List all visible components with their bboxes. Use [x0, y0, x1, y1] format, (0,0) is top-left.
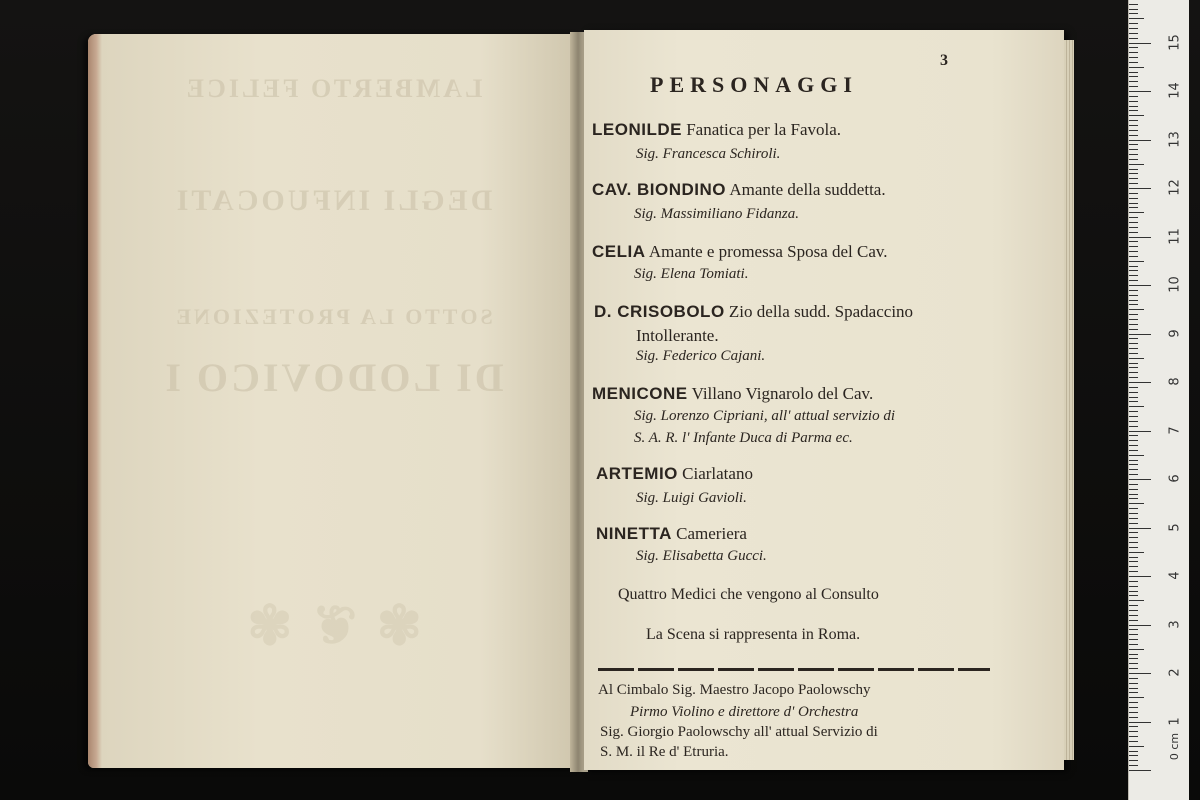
character-entry	[594, 302, 913, 322]
ruler-tick	[1129, 91, 1151, 92]
ruler-tick	[1129, 416, 1138, 417]
character-name: ARTEMIO	[596, 464, 678, 483]
ruler-tick	[1129, 634, 1138, 635]
character-role-continued: Intollerante.	[636, 326, 719, 345]
ruler-tick	[1129, 649, 1144, 650]
ruler-tick	[1129, 658, 1138, 659]
ruler-tick	[1129, 615, 1138, 616]
left-page-edge	[88, 34, 102, 768]
ruler-tick	[1129, 314, 1138, 315]
ruler-tick	[1129, 9, 1138, 10]
ruler-tick	[1129, 523, 1138, 524]
ruler-tick	[1129, 377, 1138, 378]
ruler-tick	[1129, 663, 1138, 664]
ruler-tick	[1129, 353, 1138, 354]
ruler-unit-label: 0 cm	[1168, 732, 1182, 761]
ruler-tick	[1129, 741, 1138, 742]
character-entry	[592, 384, 873, 404]
ruler-tick	[1129, 722, 1151, 723]
ruler-tick	[1129, 484, 1138, 485]
ruler-tick	[1129, 731, 1138, 732]
ruler-tick	[1129, 52, 1138, 53]
ruler-number: 5	[1167, 522, 1183, 532]
ruler-tick	[1129, 72, 1138, 73]
ruler-tick	[1129, 343, 1138, 344]
ruler-tick	[1129, 198, 1138, 199]
ruler-tick	[1129, 625, 1151, 626]
ruler-number: 14	[1167, 82, 1183, 99]
ruler-tick	[1129, 455, 1144, 456]
character-entry	[592, 120, 841, 140]
ruler-tick	[1129, 557, 1138, 558]
ruler-tick	[1129, 266, 1138, 267]
ruler-tick	[1129, 460, 1138, 461]
ruler-tick	[1129, 76, 1138, 77]
ruler-tick	[1129, 469, 1138, 470]
ruler-number: 1	[1167, 716, 1183, 726]
ruler-tick	[1129, 149, 1138, 150]
ruler-tick	[1129, 246, 1138, 247]
ruler-tick	[1129, 178, 1138, 179]
actor-name: Sig. Lorenzo Cipriani, all' attual servizio di	[634, 408, 896, 424]
character-role: Amante e promessa Sposa del Cav.	[648, 242, 888, 261]
actor-name: Sig. Luigi Gavioli.	[636, 490, 747, 506]
show-through-ornament: ✾ ❦ ✾	[244, 596, 422, 656]
ruler-number: 4	[1167, 571, 1183, 580]
ruler-tick	[1129, 285, 1151, 286]
ruler-tick	[1129, 673, 1151, 674]
ruler-tick	[1129, 270, 1138, 271]
ruler-tick	[1129, 33, 1138, 34]
ruler-tick	[1129, 498, 1138, 499]
ruler-tick	[1129, 62, 1138, 63]
ruler-tick	[1129, 173, 1138, 174]
ruler-tick	[1129, 18, 1144, 19]
ruler-tick	[1129, 668, 1138, 669]
ruler-number: 6	[1167, 474, 1183, 483]
ruler-tick	[1129, 678, 1138, 679]
right-page-recto	[584, 30, 1064, 770]
ruler-tick	[1129, 751, 1138, 752]
ruler-tick	[1129, 67, 1144, 68]
ruler-tick	[1129, 707, 1138, 708]
ruler-tick	[1129, 406, 1144, 407]
ruler-tick	[1129, 140, 1151, 141]
ruler-tick	[1129, 755, 1138, 756]
ruler-tick	[1129, 256, 1138, 257]
decorative-rule	[598, 668, 990, 671]
ruler-tick	[1129, 367, 1138, 368]
ruler-tick	[1129, 338, 1138, 339]
ruler-tick	[1129, 537, 1138, 538]
ruler-tick	[1129, 382, 1151, 383]
credit-line: S. M. il Re d' Etruria.	[600, 744, 729, 760]
ruler-tick	[1129, 96, 1138, 97]
ruler-tick	[1129, 38, 1138, 39]
character-role: Villano Vignarolo del Cav.	[691, 384, 874, 403]
ruler-tick	[1129, 494, 1138, 495]
ruler-tick	[1129, 697, 1144, 698]
ruler-tick	[1129, 57, 1138, 58]
ruler-tick	[1129, 300, 1138, 301]
character-role: Fanatica per la Favola.	[686, 120, 842, 139]
ruler-tick	[1129, 387, 1138, 388]
ruler-tick	[1129, 47, 1138, 48]
ruler-tick	[1129, 542, 1138, 543]
ruler-tick	[1129, 183, 1138, 184]
ruler-tick	[1129, 334, 1151, 335]
ruler-tick	[1129, 135, 1138, 136]
character-role: Cameriera	[676, 524, 747, 543]
ruler-tick	[1129, 86, 1138, 87]
ruler-tick	[1129, 304, 1138, 305]
ruler-tick	[1129, 203, 1138, 204]
ruler-tick	[1129, 765, 1138, 766]
ruler-tick	[1129, 106, 1138, 107]
actor-name: Sig. Federico Cajani.	[636, 348, 766, 364]
open-book	[78, 28, 1074, 776]
ruler-tick	[1129, 426, 1138, 427]
ruler-tick	[1129, 372, 1138, 373]
ruler-tick	[1129, 421, 1138, 422]
ruler-tick	[1129, 586, 1138, 587]
ruler-tick	[1129, 401, 1138, 402]
ruler-tick	[1129, 23, 1138, 24]
ruler-tick	[1129, 295, 1138, 296]
ruler-tick	[1129, 760, 1138, 761]
ruler-tick	[1129, 726, 1138, 727]
ruler-tick	[1129, 717, 1138, 718]
ruler-tick	[1129, 610, 1138, 611]
ruler-tick	[1129, 217, 1138, 218]
character-entry	[592, 180, 886, 200]
ruler-number: 12	[1167, 179, 1183, 196]
ruler-tick	[1129, 736, 1138, 737]
ruler-number: 13	[1167, 130, 1183, 148]
ruler-number: 15	[1167, 33, 1183, 51]
ruler-number: 9	[1167, 328, 1183, 338]
ruler-tick	[1129, 712, 1138, 713]
actor-name: Sig. Francesca Schiroli.	[636, 146, 781, 162]
ruler-tick	[1129, 513, 1138, 514]
character-entry	[596, 524, 747, 544]
ruler-tick	[1129, 411, 1138, 412]
show-through-text: DI LODOVICO I	[162, 355, 504, 400]
ruler-tick	[1129, 324, 1138, 325]
character-name: MENICONE	[592, 384, 688, 403]
page-number: 3	[940, 52, 948, 69]
ruler-number: 8	[1167, 377, 1183, 386]
ruler-tick	[1129, 164, 1144, 165]
ruler-tick	[1129, 595, 1138, 596]
ruler-tick	[1129, 43, 1151, 44]
ruler-tick	[1129, 290, 1138, 291]
ruler-number: 3	[1167, 619, 1183, 629]
ruler-tick	[1129, 654, 1138, 655]
ruler-tick	[1129, 13, 1138, 14]
ruler-tick	[1129, 280, 1138, 281]
ruler-tick	[1129, 28, 1138, 29]
ruler-tick	[1129, 81, 1138, 82]
character-role: Zio della sudd. Spadaccino	[728, 302, 914, 321]
character-entry	[592, 242, 888, 262]
ruler-tick	[1129, 692, 1138, 693]
ruler-number: 10	[1167, 276, 1183, 293]
measuring-ruler	[1128, 0, 1189, 800]
ruler-tick	[1129, 629, 1138, 630]
ruler-tick	[1129, 154, 1138, 155]
character-name: D. CRISOBOLO	[594, 302, 725, 321]
credit-line: Al Cimbalo Sig. Maestro Jacopo Paolowschy	[598, 682, 871, 698]
ruler-tick	[1129, 319, 1138, 320]
ruler-tick	[1129, 120, 1138, 121]
ruler-tick	[1129, 683, 1138, 684]
ruler-tick	[1129, 110, 1138, 111]
ruler-tick	[1129, 188, 1151, 189]
actor-name: Sig. Massimiliano Fidanza.	[634, 206, 800, 222]
ruler-tick	[1129, 261, 1144, 262]
ruler-tick	[1129, 212, 1144, 213]
actor-name-continued: S. A. R. l' Infante Duca di Parma ec.	[634, 430, 853, 446]
ruler-tick	[1129, 639, 1138, 640]
ruler-tick	[1129, 571, 1138, 572]
page-stack-edge	[1064, 40, 1074, 760]
ruler-tick	[1129, 605, 1138, 606]
ruler-tick	[1129, 144, 1138, 145]
ruler-tick	[1129, 397, 1138, 398]
left-page-verso	[88, 34, 578, 768]
ruler-tick	[1129, 503, 1144, 504]
page-heading: PERSONAGGI	[650, 72, 858, 97]
ruler-number: 7	[1167, 425, 1183, 435]
ruler-tick	[1129, 130, 1138, 131]
credit-line: Pirmo Violino e direttore d' Orchestra	[630, 704, 859, 720]
ruler-tick	[1129, 101, 1138, 102]
ruler-tick	[1129, 227, 1138, 228]
ruler-tick	[1129, 222, 1138, 223]
ruler-tick	[1129, 702, 1138, 703]
ruler-tick	[1129, 688, 1138, 689]
ruler-tick	[1129, 581, 1138, 582]
ruler-tick	[1129, 241, 1138, 242]
ruler-tick	[1129, 237, 1151, 238]
character-name: CELIA	[592, 242, 646, 261]
ruler-tick	[1129, 528, 1151, 529]
ruler-number: 11	[1167, 227, 1183, 245]
ruler-tick	[1129, 591, 1138, 592]
ruler-tick	[1129, 508, 1138, 509]
ruler-tick	[1129, 275, 1138, 276]
ruler-tick	[1129, 518, 1138, 519]
actor-name: Sig. Elena Tomiati.	[634, 266, 749, 282]
ruler-tick	[1129, 125, 1138, 126]
ruler-tick	[1129, 207, 1138, 208]
ruler-tick	[1129, 309, 1144, 310]
ruler-tick	[1129, 431, 1151, 432]
ruler-tick	[1129, 440, 1138, 441]
ruler-tick	[1129, 329, 1138, 330]
extras-line: Quattro Medici che vengono al Consulto	[618, 586, 879, 603]
ruler-tick	[1129, 392, 1138, 393]
character-entry	[596, 464, 753, 484]
ruler-number: 2	[1167, 668, 1183, 677]
ruler-tick	[1129, 435, 1138, 436]
show-through-text: SOTTO LA PROTEZIONE	[173, 304, 493, 329]
ruler-tick	[1129, 620, 1138, 621]
credit-line: Sig. Giorgio Paolowschy all' attual Servizio di	[600, 724, 878, 740]
ruler-tick	[1129, 474, 1138, 475]
ruler-tick	[1129, 489, 1138, 490]
show-through-text: DEGLI INFUOCATI	[173, 184, 493, 217]
ruler-tick	[1129, 532, 1138, 533]
ruler-tick	[1129, 600, 1144, 601]
ruler-tick	[1129, 445, 1138, 446]
ruler-tick	[1129, 644, 1138, 645]
character-name: NINETTA	[596, 524, 672, 543]
ruler-tick	[1129, 547, 1138, 548]
ruler-tick	[1129, 159, 1138, 160]
character-role: Ciarlatano	[682, 464, 753, 483]
setting-line: La Scena si rappresenta in Roma.	[646, 626, 861, 643]
ruler-tick	[1129, 193, 1138, 194]
ruler-tick	[1129, 115, 1144, 116]
ruler-tick	[1129, 4, 1138, 5]
character-name: LEONILDE	[592, 120, 682, 139]
ruler-tick	[1129, 576, 1151, 577]
ruler-tick	[1129, 479, 1151, 480]
ruler-tick	[1129, 464, 1138, 465]
ruler-tick	[1129, 348, 1138, 349]
ruler-tick	[1129, 770, 1151, 771]
ruler-tick	[1129, 358, 1144, 359]
character-name: CAV. BIONDINO	[592, 180, 727, 199]
ruler-tick	[1129, 561, 1138, 562]
ruler-tick	[1129, 232, 1138, 233]
ruler-tick	[1129, 363, 1138, 364]
show-through-text: LAMBERTO FELICE	[183, 74, 483, 103]
ruler-tick	[1129, 566, 1138, 567]
ruler-tick	[1129, 450, 1138, 451]
ruler-tick	[1129, 251, 1138, 252]
character-role: Amante della suddetta.	[729, 180, 886, 199]
ruler-tick	[1129, 169, 1138, 170]
ruler-tick	[1129, 746, 1144, 747]
ruler-tick	[1129, 552, 1144, 553]
actor-name: Sig. Elisabetta Gucci.	[636, 548, 767, 564]
